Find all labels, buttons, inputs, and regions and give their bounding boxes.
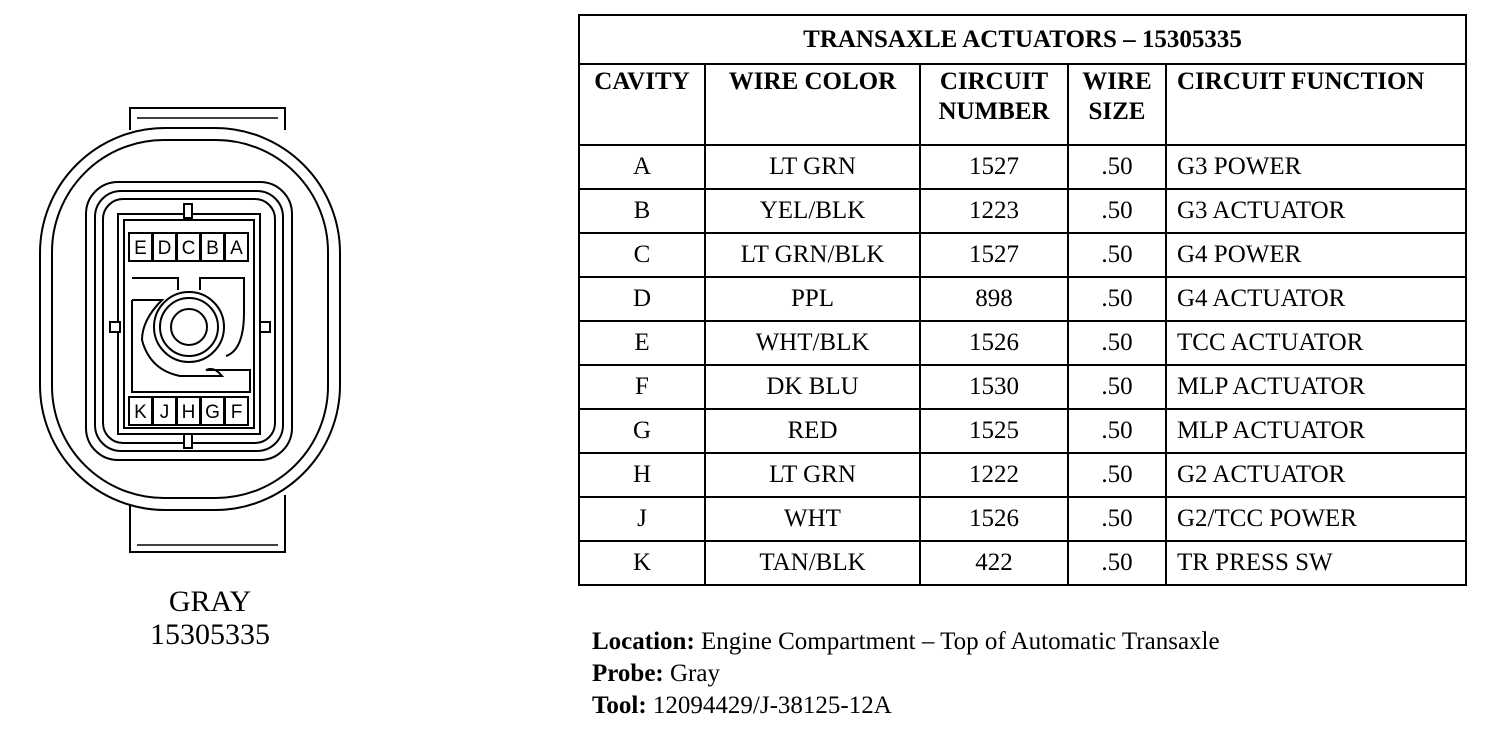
table-row (579, 541, 1466, 585)
pin-label-c: C (181, 238, 196, 259)
wire-color-cell: YEL/BLK (705, 189, 920, 233)
cavity-cell: G (579, 409, 705, 453)
table-row (579, 233, 1466, 277)
cavity-cell: K (579, 541, 705, 585)
connector-part-number: 15305335 (150, 618, 270, 651)
circuit-number-cell: 1525 (920, 409, 1068, 453)
pin-label-k: K (134, 402, 147, 423)
header-circuit-number (920, 64, 1068, 145)
wire-color-cell: RED (705, 409, 920, 453)
wire-color-cell: WHT/BLK (705, 321, 920, 365)
cavity-cell: E (579, 321, 705, 365)
pin-label-e: E (134, 238, 147, 259)
pin-label-j: J (159, 402, 170, 423)
wire-size-cell: .50 (1068, 321, 1166, 365)
wire-color-cell: TAN/BLK (705, 541, 920, 585)
probe-line (592, 658, 1220, 690)
cavity-cell: J (579, 497, 705, 541)
wire-size-cell: .50 (1068, 453, 1166, 497)
circuit-function-cell: G3 ACTUATOR (1166, 189, 1466, 233)
cavity-cell: A (579, 145, 705, 189)
connector-color-caption: GRAY (168, 585, 252, 618)
table-row (579, 497, 1466, 541)
pinout-table (578, 14, 1467, 586)
cavity-cell: F (579, 365, 705, 409)
circuit-number-cell: 1526 (920, 497, 1068, 541)
header-circuit-number-line2: NUMBER (938, 98, 1050, 125)
header-circuit-function: CIRCUIT FUNCTION (1166, 64, 1466, 145)
table-row (579, 409, 1466, 453)
pin-label-f: F (230, 402, 243, 423)
circuit-function-cell: G2/TCC POWER (1166, 497, 1466, 541)
probe-label: Probe: (592, 660, 664, 687)
wire-size-cell: .50 (1068, 365, 1166, 409)
circuit-function-cell: TCC ACTUATOR (1166, 321, 1466, 365)
wire-size-cell: .50 (1068, 189, 1166, 233)
circuit-number-cell: 422 (920, 541, 1068, 585)
table-row (579, 145, 1466, 189)
circuit-number-cell: 1223 (920, 189, 1068, 233)
pin-label-d: D (157, 238, 172, 259)
circuit-number-cell: 1222 (920, 453, 1068, 497)
header-cavity: CAVITY (579, 64, 705, 145)
circuit-number-cell: 1530 (920, 365, 1068, 409)
circuit-function-cell: G4 POWER (1166, 233, 1466, 277)
header-wire-size-line2: SIZE (1088, 98, 1146, 125)
header-wire-color: WIRE COLOR (705, 64, 920, 145)
wire-color-cell: LT GRN (705, 145, 920, 189)
header-wire-size-line1: WIRE (1082, 68, 1152, 95)
wire-color-cell: LT GRN/BLK (705, 233, 920, 277)
table-title: TRANSAXLE ACTUATORS – 15305335 (579, 15, 1466, 64)
tool-line (592, 690, 1220, 722)
circuit-function-cell: G4 ACTUATOR (1166, 277, 1466, 321)
location-label: Location: (592, 628, 695, 655)
location-line (592, 626, 1220, 658)
cavity-cell: B (579, 189, 705, 233)
connector-notes (592, 626, 1220, 722)
table-row (579, 189, 1466, 233)
connector-face-diagram (0, 0, 560, 600)
circuit-function-cell: G2 ACTUATOR (1166, 453, 1466, 497)
probe-value: Gray (670, 660, 720, 687)
wire-size-cell: .50 (1068, 497, 1166, 541)
table-title-row (579, 15, 1466, 64)
tool-label: Tool: (592, 692, 647, 719)
table-row (579, 453, 1466, 497)
wire-color-cell: DK BLU (705, 365, 920, 409)
circuit-number-cell: 1526 (920, 321, 1068, 365)
cavity-cell: C (579, 233, 705, 277)
pin-label-a: A (230, 238, 243, 259)
wire-size-cell: .50 (1068, 233, 1166, 277)
circuit-function-cell: TR PRESS SW (1166, 541, 1466, 585)
table-row (579, 365, 1466, 409)
header-circuit-number-line1: CIRCUIT (939, 68, 1049, 95)
circuit-number-cell: 898 (920, 277, 1068, 321)
circuit-function-cell: MLP ACTUATOR (1166, 365, 1466, 409)
pin-label-b: B (206, 238, 219, 259)
circuit-function-cell: G3 POWER (1166, 145, 1466, 189)
wire-color-cell: WHT (705, 497, 920, 541)
table-header-row (579, 64, 1466, 145)
circuit-number-cell: 1527 (920, 233, 1068, 277)
table-body (579, 145, 1466, 585)
connector-latch-top (130, 108, 285, 130)
wire-size-cell: .50 (1068, 277, 1166, 321)
cavity-cell: D (579, 277, 705, 321)
wire-size-cell: .50 (1068, 541, 1166, 585)
table-row (579, 321, 1466, 365)
table-row (579, 277, 1466, 321)
circuit-function-cell: MLP ACTUATOR (1166, 409, 1466, 453)
wire-color-cell: PPL (705, 277, 920, 321)
wire-size-cell: .50 (1068, 409, 1166, 453)
circuit-number-cell: 1527 (920, 145, 1068, 189)
wire-size-cell: .50 (1068, 145, 1166, 189)
tool-value: 12094429/J-38125-12A (652, 692, 892, 719)
location-value: Engine Compartment – Top of Automatic Transaxle (701, 628, 1220, 655)
pin-label-h: H (181, 402, 196, 423)
cavity-cell: H (579, 453, 705, 497)
header-wire-size (1068, 64, 1166, 145)
pin-label-g: G (205, 402, 220, 423)
wire-color-cell: LT GRN (705, 453, 920, 497)
